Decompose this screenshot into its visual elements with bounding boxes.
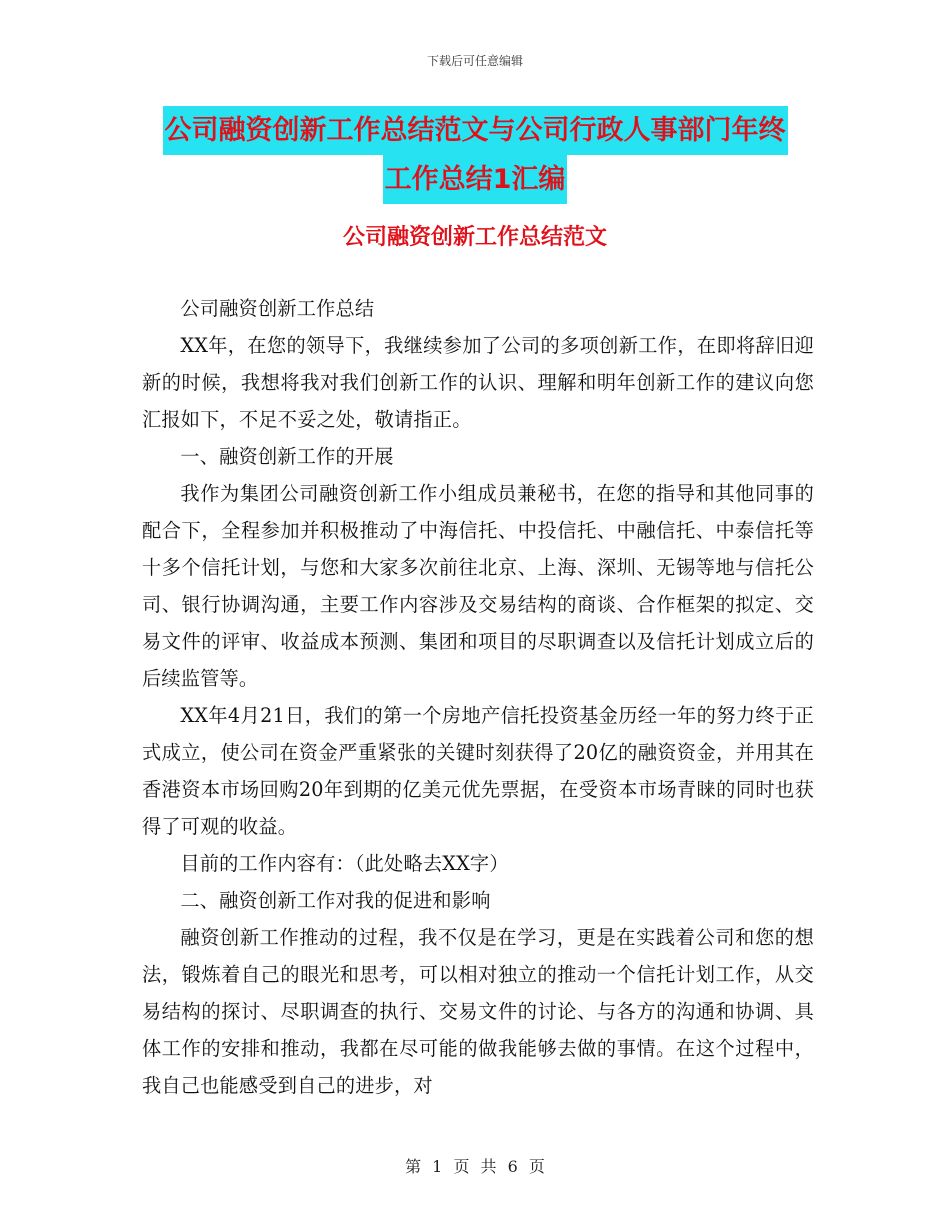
- paragraph: XX年4月21日，我们的第一个房地产信托投资基金历经一年的努力终于正式成立，使公司在资金严重紧张的关键时刻获得了20亿的融资资金，并用其在香港资本市场回购20年到期的亿美元优先票据，在受资本市场青睐的同时也获得了可观的收益。: [142, 704, 814, 838]
- page-header-note: 下载后可任意编辑: [426, 54, 523, 68]
- paragraph-heading: 一、融资创新工作的开展: [180, 445, 394, 468]
- paragraph: 融资创新工作推动的过程，我不仅是在学习，更是在实践着公司和您的想法，锻炼着自己的眼光和思考，可以相对独立的推动一个信托计划工作，从交易结构的探讨、尽职调查的执行、交易文件的讨论、与各方的沟通和协调、具体工作的安排和推动，我都在尽可能的做我能够去做的事情。在这个过程中，我自己也能感受到自己的进步，对: [142, 926, 814, 1097]
- document-title: [0, 106, 950, 204]
- document-title-line-1: 公司融资创新工作总结范文与公司行政人事部门年终: [163, 106, 788, 155]
- section-title: 公司融资创新工作总结范文: [342, 225, 607, 250]
- paragraph: 目前的工作内容有：（此处略去XX字）: [180, 852, 509, 875]
- paragraph-heading: 二、融资创新工作对我的促进和影响: [180, 889, 491, 912]
- paragraph: 我作为集团公司融资创新工作小组成员兼秘书，在您的指导和其他同事的配合下，全程参加并积极推动了中海信托、中投信托、中融信托、中泰信托等十多个信托计划，与您和大家多次前往北京、上海、深圳、无锡等地与信托公司、银行协调沟通，主要工作内容涉及交易结构的商谈、合作框架的拟定、交易文件的评审、收益成本预测、集团和项目的尽职调查以及信托计划成立后的后续监管等。: [142, 482, 814, 690]
- document-title-line-2: 工作总结1汇编: [383, 155, 568, 204]
- page-number: 第 1 页 共 6 页: [405, 1157, 545, 1176]
- paragraph: XX年，在您的领导下，我继续参加了公司的多项创新工作，在即将辞旧迎新的时候，我想将我对我们创新工作的认识、理解和明年创新工作的建议向您汇报如下，不足不妥之处，敬请指正。: [142, 334, 814, 431]
- document-body: [142, 290, 814, 1104]
- paragraph: 公司融资创新工作总结: [180, 297, 375, 320]
